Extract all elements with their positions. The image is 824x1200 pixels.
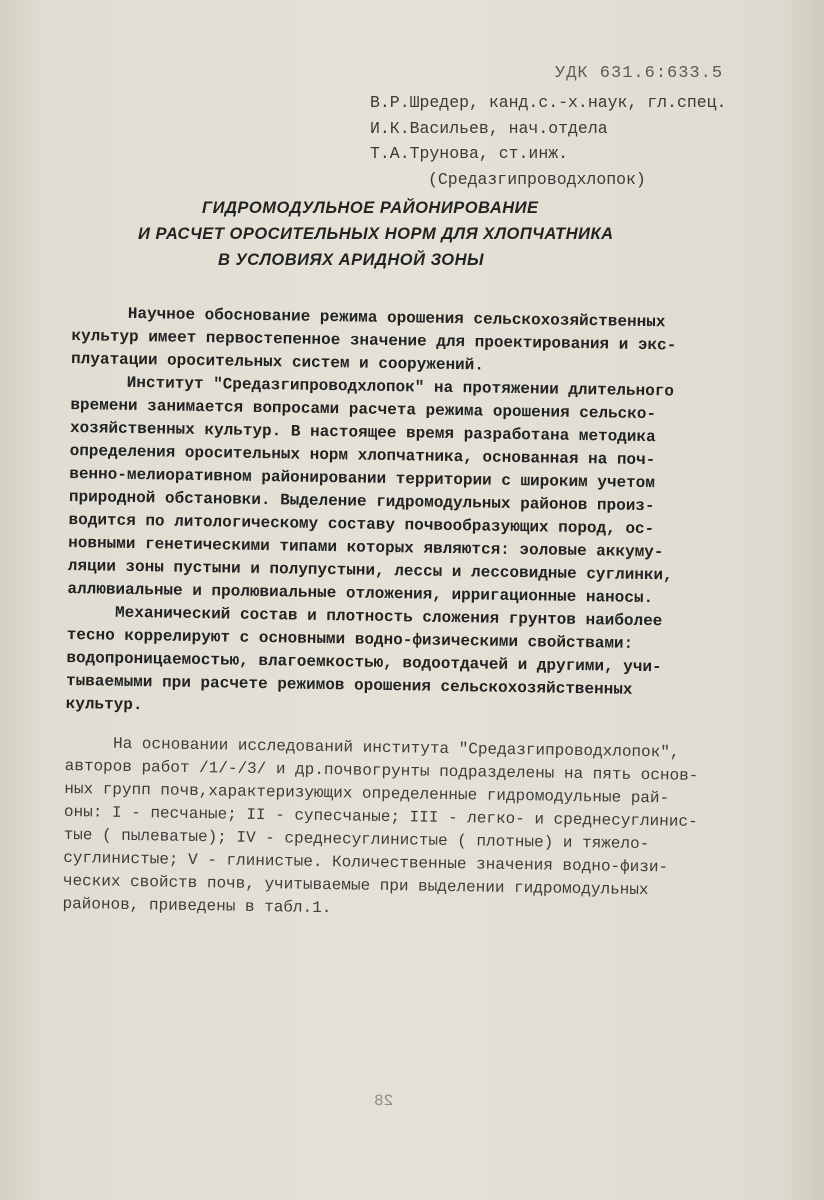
text-line: времени занимается вопросами расчета режима орошения сельско- [70, 395, 657, 424]
title-line: В УСЛОВИЯХ АРИДНОЙ ЗОНЫ [218, 251, 485, 269]
text-line: ляции зоны пустыни и полупустыни, лессы и лессовидные суглинки, [67, 556, 673, 585]
document-title [130, 195, 650, 273]
page-number: 28 [374, 1092, 394, 1110]
text-line: культур имеет первостепенное значение для проектирования и экс- [71, 326, 677, 355]
text-line: новными генетическими типами которых являются: эоловые аккуму- [68, 533, 664, 562]
text-line: Институт "Средазгипроводхлопок" на протяжении длительного [126, 373, 675, 401]
text-line: тесно коррелируют с основными водно-физическими свойствами: [66, 625, 634, 653]
body-text [62, 302, 752, 927]
text-line: районов, приведены в табл.1. [62, 894, 332, 918]
author-line: Т.А.Трунова, ст.инж. [370, 144, 569, 163]
text-line: плуатации оросительных систем и сооружений. [70, 349, 485, 375]
text-line: тываемыми при расчете режимов орошения сельскохозяйственных [65, 671, 633, 699]
text-line: ных групп почв,характеризующих определенные гидромодульные рай- [64, 779, 670, 808]
text-line: природной обстановки. Выделение гидромодульных районов произ- [68, 487, 655, 516]
text-line: На основании исследований института "Средазгипроводхлопок", [112, 734, 680, 762]
text-line: суглинистые; V - глинистые. Количественные значения водно-физи- [63, 848, 669, 877]
text-line: водится по литологическому составу почвообразующих пород, ос- [68, 510, 655, 539]
text-line: хозяйственных культур. В настоящее время разработана методика [69, 418, 656, 447]
text-line: ческих свойств почв, учитываемые при выделении гидромодульных [62, 871, 649, 900]
text-line: определения оросительных норм хлопчатника, основанная на поч- [69, 441, 656, 470]
author-line: В.Р.Шредер, канд.с.-х.наук, гл.спец. [370, 93, 727, 112]
udk-code: УДК 631.6:633.5 [555, 64, 724, 83]
text-line: Механический состав и плотность сложения грунтов наиболее [114, 603, 663, 631]
text-line: аллювиальные и пролювиальные отложения, ирригационные наносы. [67, 579, 654, 608]
text-line: Научное обоснование режима орошения сельскохозяйственных [127, 304, 666, 332]
authors-block [370, 90, 726, 192]
text-line: авторов работ /1/-/3/ и др.почвогрунты подразделены на пять основ- [64, 756, 699, 785]
text-line: водопроницаемостью, влагоемкостью, водоотдачей и другими, учи- [66, 648, 662, 677]
text-line: тые ( пылеватые); IV - среднесуглинистые ( плотные) и тяжело- [63, 825, 650, 854]
title-line: И РАСЧЕТ ОРОСИТЕЛЬНЫХ НОРМ ДЛЯ ХЛОПЧАТНИКА [138, 225, 614, 243]
organization: (Средазгипроводхлопок) [428, 169, 646, 189]
text-line: культур. [65, 694, 143, 715]
text-line: оны: I - песчаные; II - супесчаные; III - легко- и среднесуглинис- [63, 802, 698, 831]
author-line: И.К.Васильев, нач.отдела [370, 118, 608, 138]
title-line: ГИДРОМОДУЛЬНОЕ РАЙОНИРОВАНИЕ [202, 199, 539, 217]
text-line: венно-мелиоративном районировании территории с широким учетом [69, 464, 656, 493]
